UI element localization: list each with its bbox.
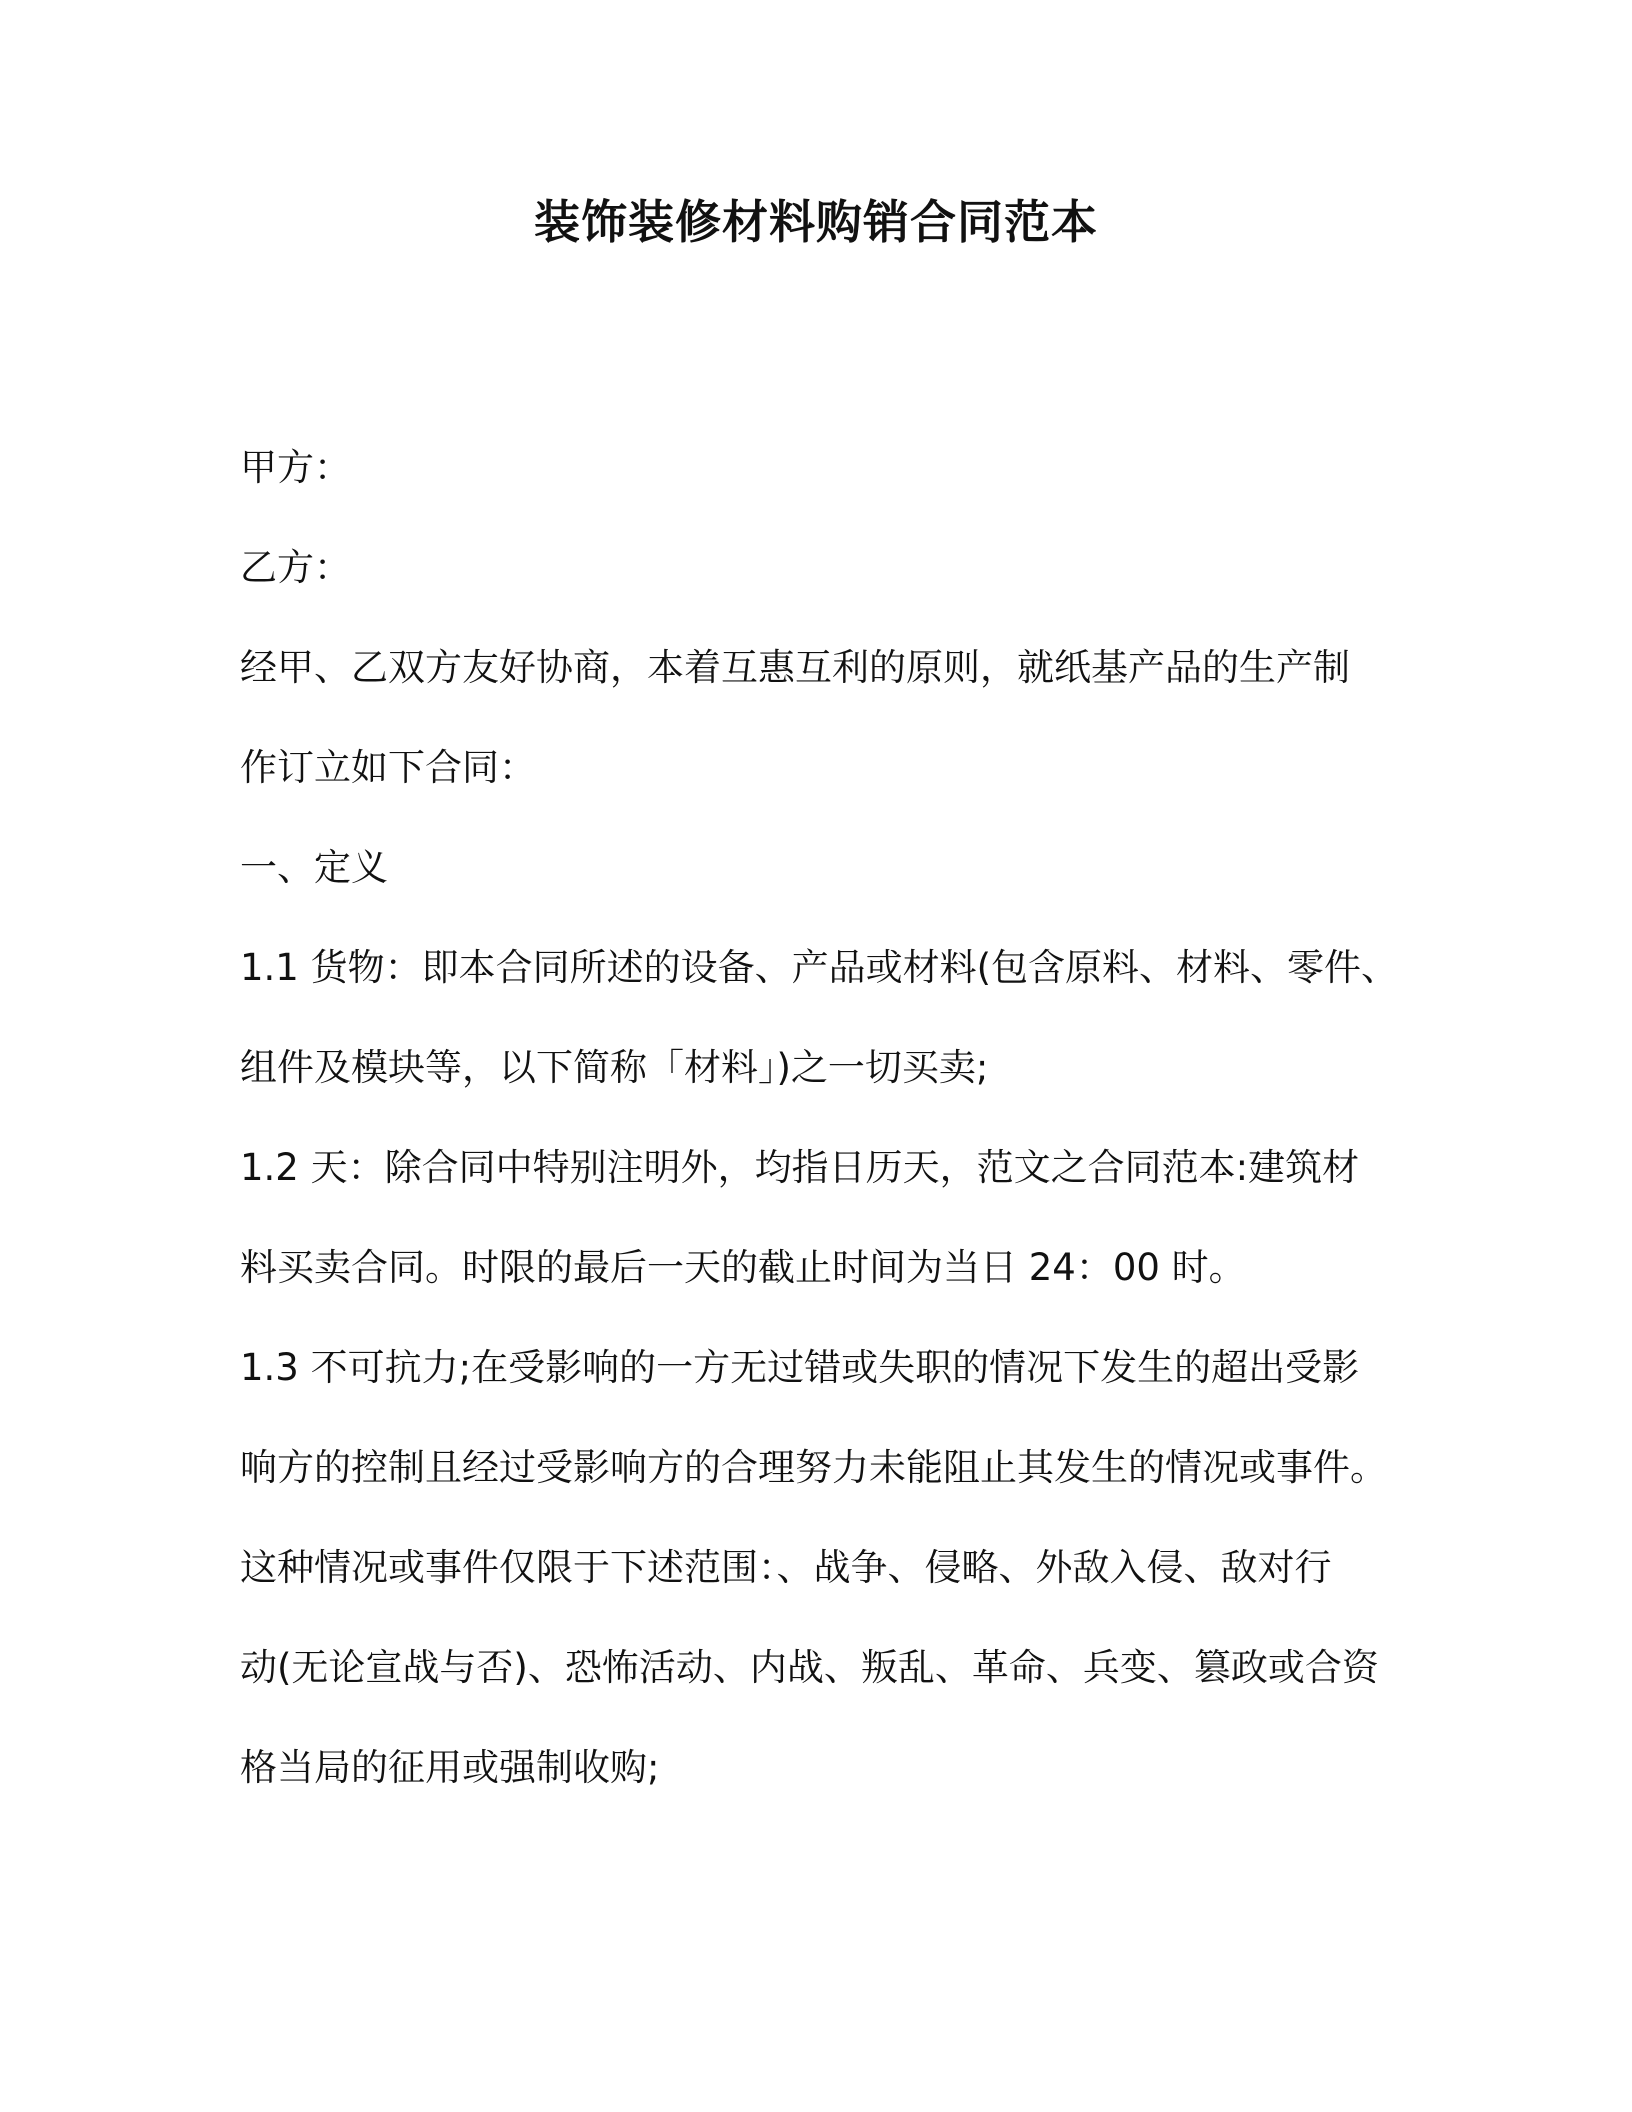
- clause-line: 响方的控制且经过受影响方的合理努力未能阻止其发生的情况或事件。: [240, 1446, 1387, 1489]
- clause-line: 1.3 不可抗力;在受影响的一方无过错或失职的情况下发生的超出受影: [240, 1346, 1360, 1389]
- clause-line: 料买卖合同。时限的最后一天的截止时间为当日 24：00 时。: [240, 1246, 1246, 1289]
- party-a-line: 甲方：: [240, 446, 351, 489]
- clause-line: 这种情况或事件仅限于下述范围：、战争、侵略、外敌入侵、敌对行: [240, 1546, 1332, 1589]
- document-title: 装饰装修材料购销合同范本: [534, 195, 1098, 249]
- section-heading: 一、定义: [240, 846, 388, 889]
- document-body: [240, 418, 1399, 1818]
- party-b-line: 乙方：: [240, 546, 351, 589]
- clause-line: 动(无论宣战与否)、恐怖活动、内战、叛乱、革命、兵变、篡政或合资: [240, 1646, 1379, 1689]
- clause-line: 组件及模块等，以下简称「材料」)之一切买卖;: [240, 1046, 989, 1089]
- body-line: 作订立如下合同：: [240, 746, 536, 789]
- clause-line: 格当局的征用或强制收购;: [240, 1746, 660, 1789]
- clause-line: 1.2 天：除合同中特别注明外，均指日历天，范文之合同范本:建筑材: [240, 1146, 1360, 1189]
- body-line: 经甲、乙双方友好协商，本着互惠互利的原则，就纸基产品的生产制: [240, 646, 1350, 689]
- clause-line: 1.1 货物：即本合同所述的设备、产品或材料(包含原料、材料、零件、: [240, 946, 1399, 989]
